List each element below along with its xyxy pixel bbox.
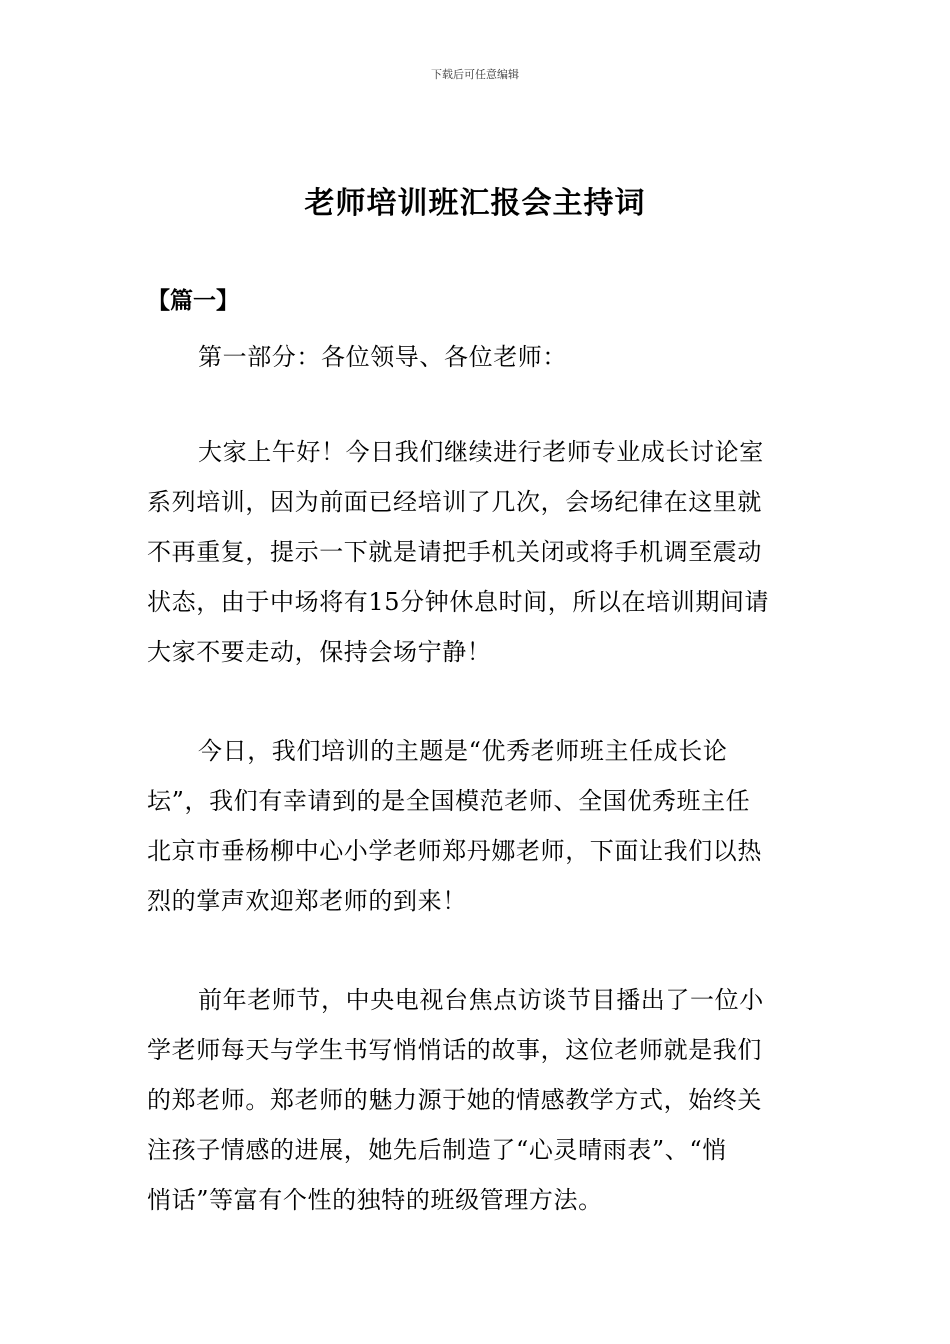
paragraph-1-line-3: 不再重复，提示一下就是请把手机关闭或将手机调至震动 [147,538,762,566]
paragraph-2-line-3: 北京市垂杨柳中心小学老师郑丹娜老师，下面让我们以热 [147,837,762,865]
greeting-line: 第一部分：各位领导、各位老师： [198,343,567,371]
paragraph-2-line-4: 烈的掌声欢迎郑老师的到来！ [147,887,467,915]
paragraph-3-line-1: 前年老师节，中央电视台焦点访谈节目播出了一位小 [198,986,764,1014]
header-note: 下载后可任意编辑 [431,68,519,81]
paragraph-2-line-1: 今日，我们培训的主题是“优秀老师班主任成长论 [198,737,728,765]
section-label: 【篇一】 [147,288,239,314]
page-title: 老师培训班汇报会主持词 [304,186,646,221]
paragraph-3-line-2: 学老师每天与学生书写悄悄话的故事，这位老师就是我们 [147,1036,762,1064]
paragraph-1-line-1: 大家上午好！今日我们继续进行老师专业成长讨论室 [198,438,764,466]
paragraph-3-line-5: 悄话”等富有个性的独特的班级管理方法。 [147,1186,603,1214]
paragraph-1-line-2: 系列培训，因为前面已经培训了几次，会场纪律在这里就 [147,488,762,516]
paragraph-1-line-4: 状态，由于中场将有15分钟休息时间，所以在培训期间请 [147,588,770,616]
paragraph-1-line-5: 大家不要走动，保持会场宁静！ [147,638,492,666]
paragraph-2-line-2: 坛”，我们有幸请到的是全国模范老师、全国优秀班主任 [147,787,751,815]
paragraph-3-line-3: 的郑老师。郑老师的魅力源于她的情感教学方式，始终关 [147,1086,762,1114]
paragraph-3-line-4: 注孩子情感的进展，她先后制造了“心灵晴雨表”、“悄 [147,1136,727,1164]
